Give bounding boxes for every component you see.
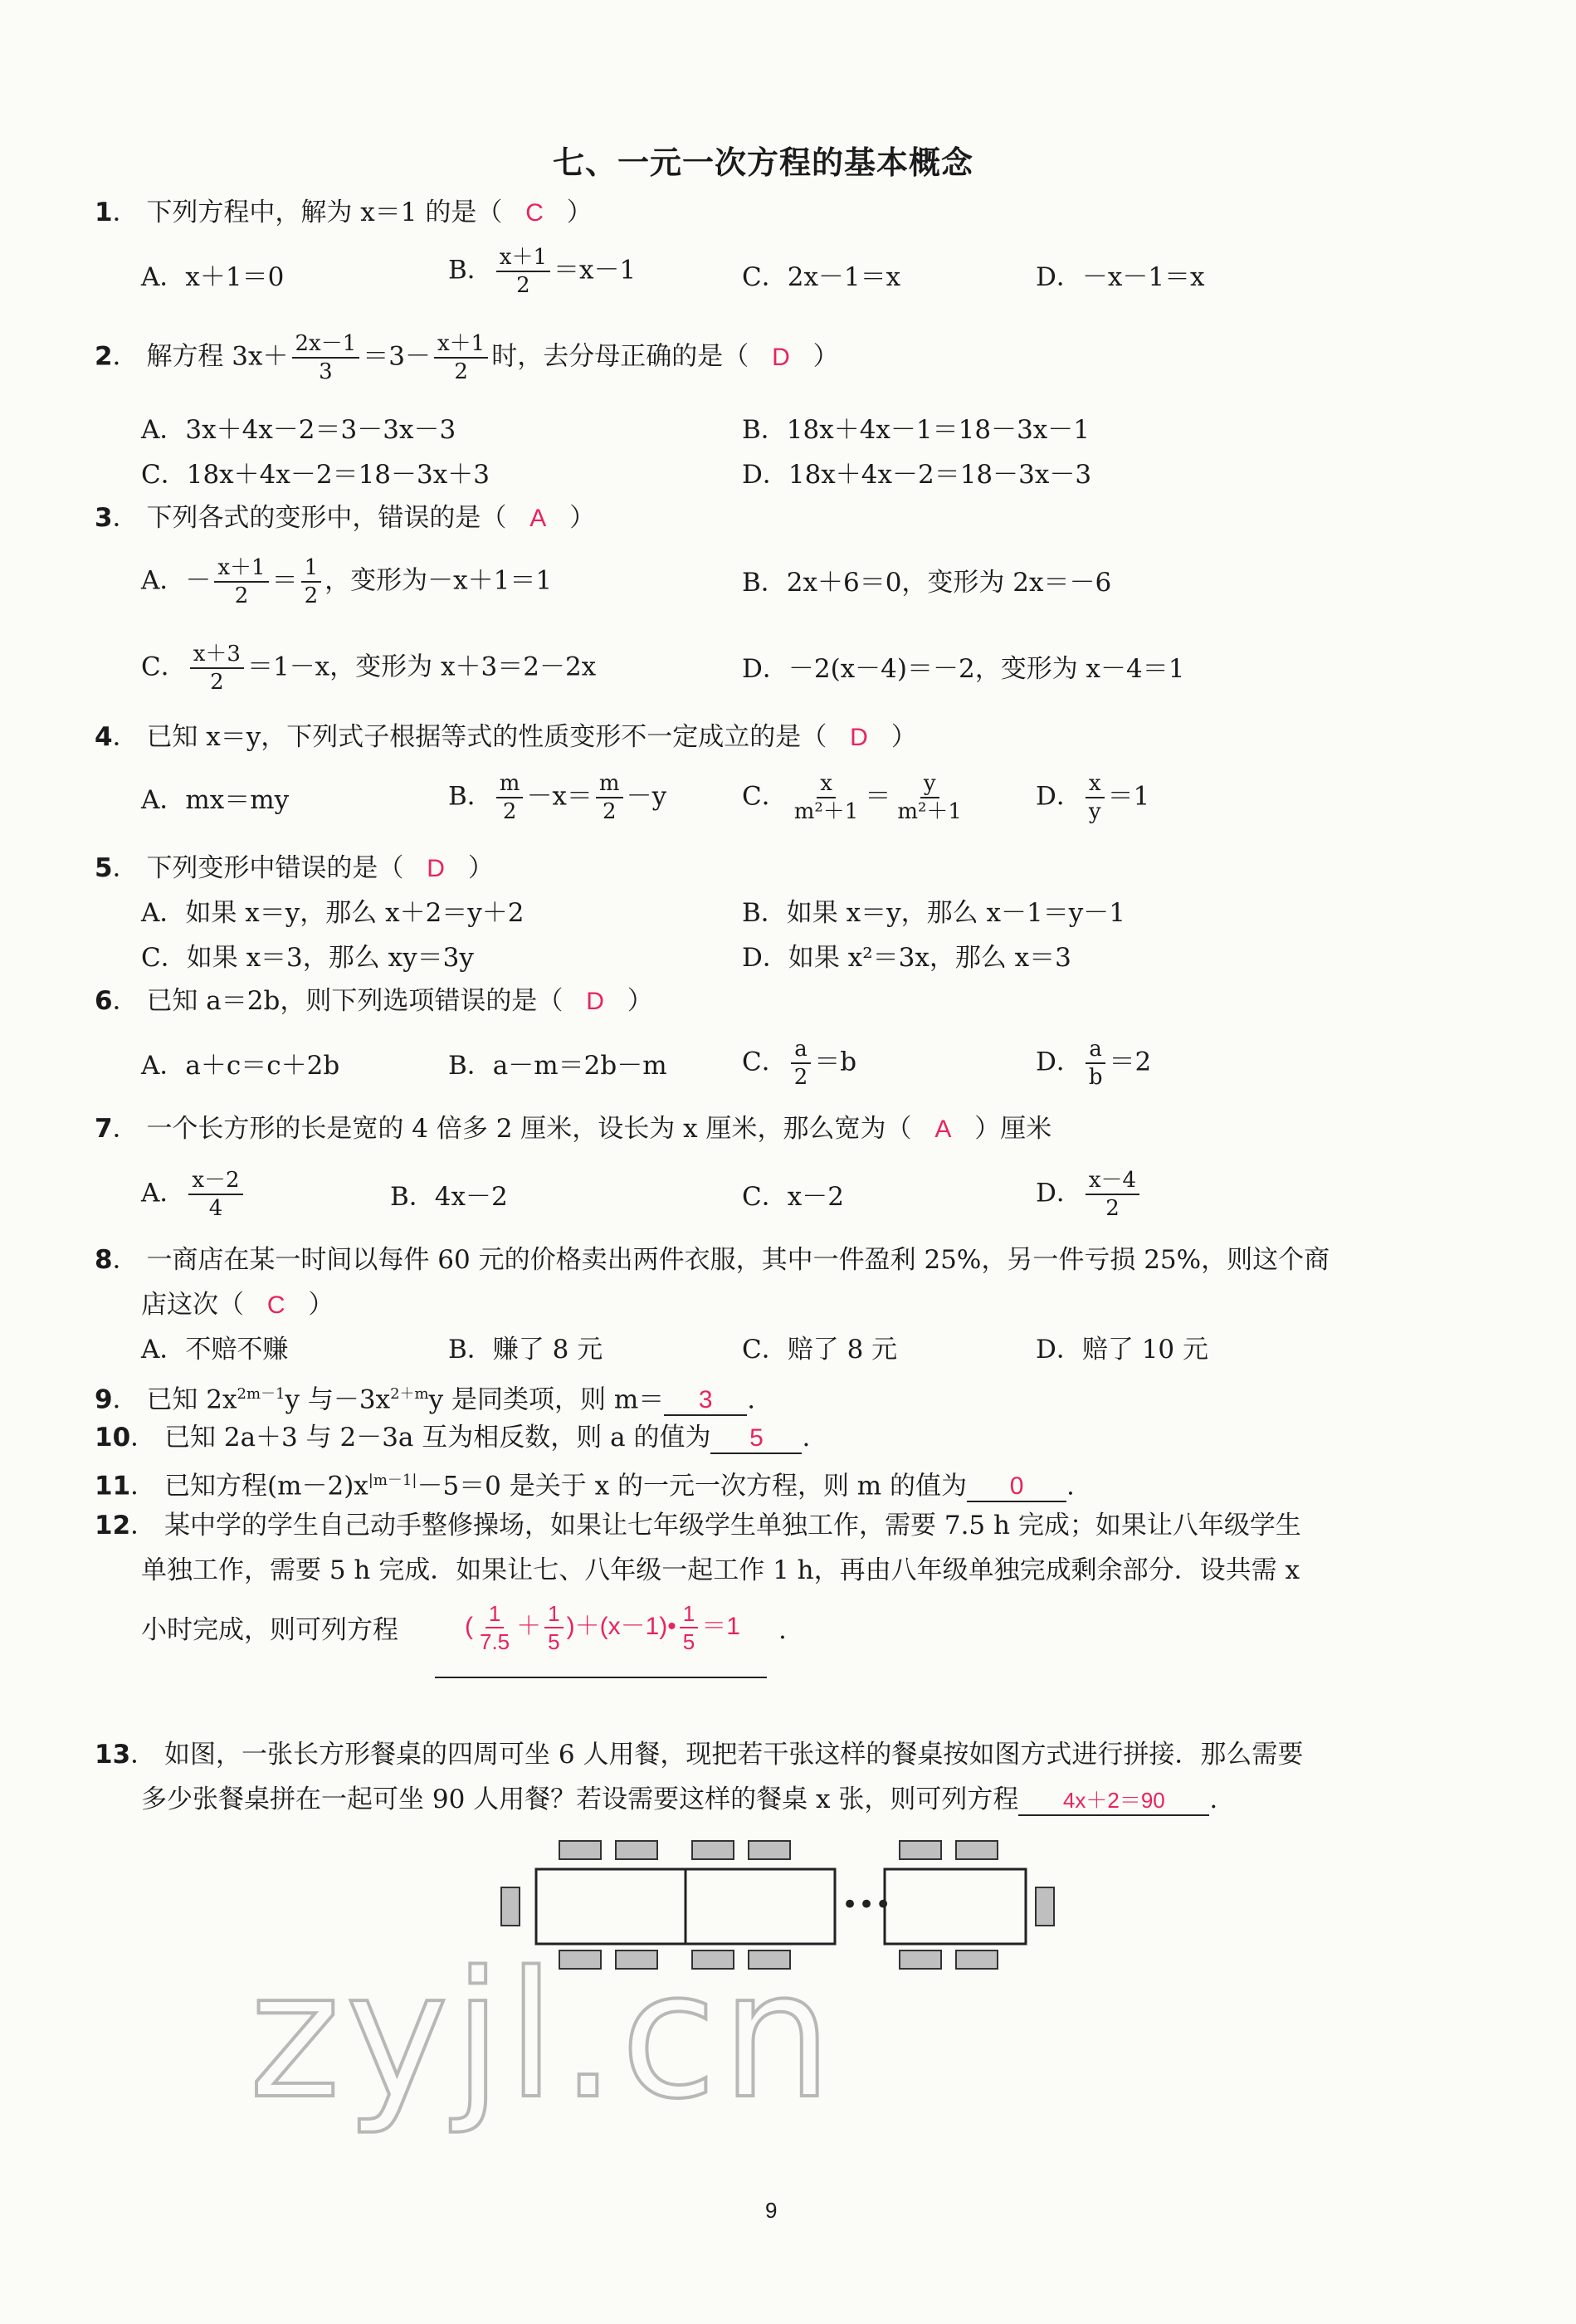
answer-mark: D	[427, 855, 445, 882]
question-5: 5． 下列变形中错误的是（ D ）	[95, 853, 494, 883]
option-d: D．－2(x－4)＝－2，变形为 x－4＝1	[742, 654, 1185, 684]
option-c: C． $\frac{x}{\text{m²＋1}}$ ＝ $\frac{y}{\text{m²＋1}}$	[742, 770, 969, 825]
question-stem: 下列方程中，解为 x＝1 的是（	[146, 198, 503, 227]
question-12-line-3: 小时完成，则可列方程	[141, 1615, 398, 1645]
page-title: 七、一元一次方程的基本概念	[553, 144, 974, 181]
option-d: D．18x＋4x－2＝18－3x－3	[742, 460, 1092, 490]
fraction: $\frac{1}{5}$	[680, 1600, 698, 1655]
question-4: 4． 已知 x＝y，下列式子根据等式的性质变形不一定成立的是（ D ）	[95, 722, 917, 752]
answer-mark: D	[850, 724, 868, 751]
fraction: $\frac{m}{2}$	[596, 770, 623, 825]
option-a: A．不赔不赚	[141, 1335, 289, 1365]
option-b: B．2x＋6＝0，变形为 2x＝－6	[742, 568, 1112, 598]
fraction: $\frac{2x-1}{3}$	[292, 330, 360, 385]
table	[536, 1869, 686, 1944]
answer-mark: A	[934, 1116, 952, 1143]
option-d: D． $\frac{a}{b}$ ＝2	[1036, 1037, 1152, 1090]
question-number: 1	[95, 198, 113, 227]
question-number: 3	[95, 503, 113, 533]
chair	[956, 1950, 998, 1969]
option-a: A． $\frac{x-2}{4}$	[141, 1167, 246, 1222]
fraction: $\frac{a}{2}$	[791, 1036, 812, 1091]
fraction: $\frac{x}{\text{m²＋1}}$	[793, 771, 859, 824]
answer-mark: D	[586, 988, 604, 1015]
answer-mark: C	[266, 1291, 285, 1319]
option-c: C． $\frac{x+3}{2}$ ＝1－x，变形为 x＋3＝2－2x	[141, 642, 597, 695]
table	[885, 1869, 1026, 1944]
option-b: B．a－m＝2b－m	[448, 1051, 667, 1081]
question-number: 6	[95, 986, 113, 1016]
question-3: 3． 下列各式的变形中，错误的是（ A ）	[95, 503, 596, 533]
option-b: B． $\frac{x+1}{2}$ ＝x－1	[448, 245, 637, 298]
option-c: C．赔了 8 元	[742, 1335, 898, 1365]
question-2: 2． 解方程 3x＋ $\frac{2x-1}{3}$ ＝3－ $\frac{x+1}{2}$ 时，去分母正确的是（ D ）	[95, 331, 839, 384]
option-b: B．4x－2	[390, 1182, 508, 1212]
answer-equation: ( $\frac{1}{7.5}$ ＋ $\frac{1}{5}$ )＋(x－1)• $\frac{1}{5}$ ＝1	[465, 1601, 740, 1654]
option-c: C．如果 x＝3，那么 xy＝3y	[141, 943, 474, 973]
option-b: B．如果 x＝y，那么 x－1＝y－1	[742, 898, 1125, 928]
question-number: 5	[95, 853, 113, 883]
option-d: D． $\frac{x-4}{2}$	[1036, 1167, 1143, 1222]
chair	[956, 1841, 998, 1859]
fraction: $\frac{x-2}{4}$	[188, 1167, 242, 1222]
fraction: $\frac{x+1}{2}$	[214, 554, 268, 609]
option-b: B． $\frac{m}{2}$ －x＝ $\frac{m}{2}$ －y	[448, 771, 667, 824]
option-d: D．赔了 10 元	[1036, 1335, 1209, 1365]
fraction: $\frac{a}{b}$	[1086, 1036, 1106, 1091]
question-number: 12	[95, 1511, 131, 1540]
question-number: 4	[95, 722, 113, 752]
option-d: D．如果 x²＝3x，那么 x＝3	[742, 943, 1071, 973]
answer-blank: 5	[710, 1424, 802, 1454]
fraction: $\frac{1}{2}$	[301, 554, 322, 609]
option-b: B．赚了 8 元	[448, 1335, 603, 1365]
answer-blank: 0	[967, 1472, 1066, 1502]
question-11: 11． 已知方程$(m-2)x^{|m-1|}-5=0$ 是关于 x 的一元一次方程，则 m 的值为 0 .	[95, 1471, 1075, 1501]
fraction: $\frac{x-4}{2}$	[1086, 1167, 1139, 1222]
fraction: $\frac{x+1}{2}$	[434, 330, 488, 385]
chair	[692, 1841, 734, 1859]
chair	[900, 1841, 941, 1859]
option-c: C．18x＋4x－2＝18－3x＋3	[141, 460, 490, 490]
option-a: A．－ $\frac{x+1}{2}$ ＝ $\frac{1}{2}$ ，变形为－x＋1＝1	[141, 555, 553, 608]
question-13-line-2: 多少张餐桌拼在一起可坐 90 人用餐？若设需要这样的餐桌 x 张，则可列方程 4x＋2＝90 .	[141, 1784, 1218, 1814]
ellipsis-dots: •••	[842, 1888, 892, 1921]
chair	[749, 1841, 790, 1859]
table	[686, 1869, 835, 1944]
question-8-line-2: 店这次（ C ）	[141, 1290, 334, 1320]
question-number: 9	[95, 1384, 113, 1415]
page-number: 9	[765, 2198, 778, 2223]
answer-blank: 4x＋2＝90	[1018, 1786, 1209, 1816]
fraction: $\frac{y}{\text{m²＋1}}$	[897, 771, 962, 824]
answer-mark: A	[529, 505, 547, 532]
option-a: A．如果 x＝y，那么 x＋2＝y＋2	[141, 898, 525, 928]
question-number: 2	[95, 341, 113, 372]
question-number: 8	[95, 1245, 113, 1275]
option-a: A．a＋c＝c＋2b	[141, 1051, 340, 1081]
question-number: 11	[95, 1471, 131, 1501]
period: .	[778, 1615, 787, 1645]
answer-mark: D	[772, 343, 790, 371]
chair	[559, 1841, 601, 1859]
question-number: 7	[95, 1114, 113, 1144]
fraction: $\frac{1}{7.5}$	[480, 1601, 510, 1654]
question-number: 10	[95, 1423, 131, 1452]
chair	[900, 1950, 941, 1969]
question-1: 1． 下列方程中，解为 x＝1 的是（ C ）	[95, 198, 593, 227]
answer-blank: 3	[664, 1386, 747, 1416]
option-d: D．－x－1＝x	[1036, 262, 1205, 292]
answer-mark: C	[525, 199, 544, 227]
watermark: zyjl.cn	[249, 1934, 837, 2137]
chair	[616, 1841, 657, 1859]
question-13: 13． 如图，一张长方形餐桌的四周可坐 6 人用餐，现把若干张这样的餐桌按如图方式进行拼接．那么需要	[95, 1740, 1304, 1770]
question-9: 9． 已知 $2x^{2m-1}y$ 与$-3x^{2+m}y$ 是同类项，则 m＝ 3 .	[95, 1384, 756, 1415]
question-8: 8． 一商店在某一时间以每件 60 元的价格卖出两件衣服，其中一件盈利 25%，另一件亏损 25%，则这个商	[95, 1245, 1330, 1275]
option-a: A．3x＋4x－2＝3－3x－3	[141, 415, 456, 445]
question-12-line-2: 单独工作，需要 5 h 完成．如果让七、八年级一起工作 1 h，再由八年级单独完成剩余部分．设共需 x	[141, 1555, 1300, 1585]
option-b: B．18x＋4x－1＝18－3x－1	[742, 415, 1091, 445]
option-c: C． $\frac{a}{2}$ ＝b	[742, 1037, 857, 1090]
question-number: 13	[95, 1740, 131, 1770]
question-7: 7． 一个长方形的长是宽的 4 倍多 2 厘米，设长为 x 厘米，那么宽为（ A ）厘米	[95, 1114, 1052, 1144]
option-a: A．mx＝my	[141, 785, 290, 815]
option-c: C．2x－1＝x	[742, 262, 901, 292]
answer-underline	[435, 1677, 767, 1678]
question-6: 6． 已知 a＝2b，则下列选项错误的是（ D ）	[95, 986, 653, 1016]
fraction: $\frac{m}{2}$	[496, 770, 524, 825]
option-a: A．x＋1＝0	[141, 262, 285, 292]
fraction: $\frac{x}{y}$	[1086, 770, 1105, 825]
option-c: C．x－2	[742, 1182, 844, 1212]
fraction: $\frac{x+3}{2}$	[190, 641, 244, 696]
question-10: 10． 已知 2a＋3 与 2－3a 互为相反数，则 a 的值为 5 .	[95, 1423, 811, 1452]
option-d: D． $\frac{x}{y}$ ＝1	[1036, 771, 1150, 824]
fraction: $\frac{x+1}{2}$	[496, 244, 550, 299]
chair	[501, 1887, 520, 1926]
question-12: 12． 某中学的学生自己动手整修操场，如果让七年级学生单独工作，需要 7.5 h 完成；如果让八年级学生	[95, 1511, 1301, 1540]
chair	[1036, 1887, 1054, 1926]
fraction: $\frac{1}{5}$	[544, 1600, 563, 1655]
